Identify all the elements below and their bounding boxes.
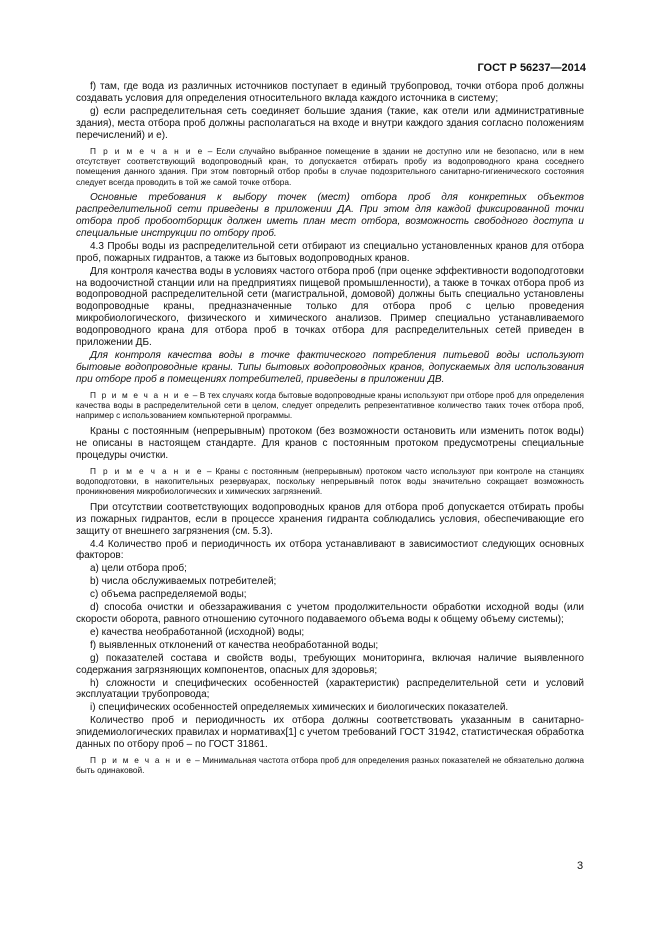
- list-item-g-large-buildings: g) если распределительная сеть соединяет большие здания (такие, как отели или административные здания), места отбора проб должны располагаться на входе и внутри каждого здания согласно положениям перечислений) и е).: [76, 105, 584, 141]
- italic-text: Основные требования к выбору точек (мест) отбора проб для конкретных объектов распределительной сети приведены в приложении ДА. При этом для каждой фиксированной точки отбора проб пробоотборщик должен иметь план мест отбора, возможность свободного доступа и специальные инструкции по отбору проб.: [76, 192, 584, 239]
- list-item-g: g) показателей состава и свойств воды, требующих мониторинга, включая наличие выявленного содержания загрязняющих компонентов, опасных для здоровья;: [76, 652, 584, 676]
- note-label: П р и м е ч а н и е: [90, 145, 204, 156]
- list-item-c: c) объема распределяемой воды;: [90, 589, 247, 601]
- list-item-f: f) выявленных отклонений от качества необработанной воды;: [90, 639, 379, 651]
- list-item-i: i) специфических особенностей определяемых химических и биологических показателей.: [90, 702, 509, 714]
- list-item-a: a) цели отбора проб;: [90, 563, 187, 575]
- note-household-taps: [76, 390, 584, 421]
- note-label: П р и м е ч а н и е: [90, 465, 204, 476]
- paragraph-sample-count: Количество проб и периодичность их отбора должны соответствовать указанным в санитарно-эпидемиологических правилах и нормативах[1] с учетом требований ГОСТ 31942, статистическая обработка данных по отбору проб – по ГОСТ 31861.: [76, 715, 584, 751]
- paragraph-continuous-flow: Краны с постоянным (непрерывным) протоком (без возможности остановить или изменить поток воды) не описаны в настоящем стандарте. Для кранов с постоянным протоком предусмотрены специальные процедуры очистки.: [76, 425, 584, 461]
- note-text: – Минимальная частота отбора проб для определения разных показателей не обязательно должна быть одинаковой.: [76, 754, 584, 776]
- paragraph-fire-hydrants: При отсутствии соответствующих водопроводных кранов для отбора проб допускается отбирать пробы из пожарных гидрантов, если в процессе хранения гидранта соблюдались условия, обеспечивающие его защиту от внешнего загрязнения (см. 5.3).: [76, 501, 584, 537]
- document-header: ГОСТ Р 56237—2014: [477, 62, 586, 74]
- list-item-h: h) сложности и специфических особенностей (характеристик) распределительной сети и условий эксплуатации трубопровода;: [76, 677, 584, 701]
- paragraph-consumption-point: [76, 350, 584, 386]
- note-room-access: [76, 146, 584, 188]
- section-4-4: 4.4 Количество проб и периодичность их отбора устанавливают в зависимостиот следующих основных факторов:: [76, 538, 584, 562]
- note-min-frequency: [76, 755, 584, 776]
- list-item-f-source-points: f) там, где вода из различных источников поступает в единый трубопровод, точки отбора проб должны создавать условия для определения относительного вклада каждого источника в систему;: [76, 81, 584, 104]
- paragraph-quality-control-taps: Для контроля качества воды в условиях частого отбора проб (при оценке эффективности водоподготовки на водоочистной станции или на предприятиях пищевой промышленности), а также в точках отбора проб из водопроводной распределительной сети (магистральной, домовой) должны быть специально установлены водопроводные краны, предназначенные только для отбора проб с целью проведения микробиологического, физического и химического анализов. Пример специально устанавливаемого водопроводного крана для отбора проб в точках отбора для распределительных сетей приведен в приложении ДБ.: [76, 265, 584, 349]
- list-item-d: d) способа очистки и обеззараживания с учетом продолжительности обработки исходной воды (или скорости оборота, равного отношению суточного подаваемого объема воды к общему объему системы);: [76, 602, 584, 625]
- list-item-b: b) числа обслуживаемых потребителей;: [90, 576, 277, 588]
- italic-text: Для контроля качества воды в точке фактического потребления питьевой воды используют бытовые водопроводные краны. Типы бытовых водопроводных кранов, допускаемых для использования при отборе проб в помещениях потребителей, приведены в приложении ДВ.: [76, 349, 584, 385]
- page-number: 3: [577, 860, 584, 872]
- note-label: П р и м е ч а н и е: [90, 389, 191, 400]
- note-label: П р и м е ч а н и е: [90, 754, 193, 765]
- note-text: – Если случайно выбранное помещение в здании не доступно или не безопасно, или в нем отсутствует соответствующий водопроводный кран, то допускается отбирать пробу из водопроводного крана соседнего помещения данного здания. При этом повторный отбор пробы в случае подозрительного санитарно-гигиенического состояния следует всегда проводить в той же самой точке отбора.: [76, 145, 584, 187]
- note-text: – В тех случаях когда бытовые водопроводные краны используют при отборе проб для определения качества воды в распределительной сети в целом, следует определить репрезентативное количество таких точек отбора проб, например с использованием компьютерной программы.: [76, 389, 584, 421]
- page-body: [76, 81, 584, 781]
- note-continuous-flow: [76, 466, 584, 497]
- section-4-3: 4.3 Пробы воды из распределительной сети отбирают из специально установленных кранов для отбора проб, пожарных гидрантов, а также из бытовых водопроводных кранов.: [76, 240, 584, 264]
- list-item-e: e) качества необработанной (исходной) воды;: [90, 626, 305, 638]
- note-text: – Краны с постоянным (непрерывным) протоком часто используют при контроле на станциях водоподготовки, в накопительных резервуарах, поскольку непрерывный поток воды значительно сокращает возможность проникновения микробиологических и химических загрязнений.: [76, 465, 585, 497]
- paragraph-main-requirements: [76, 192, 584, 240]
